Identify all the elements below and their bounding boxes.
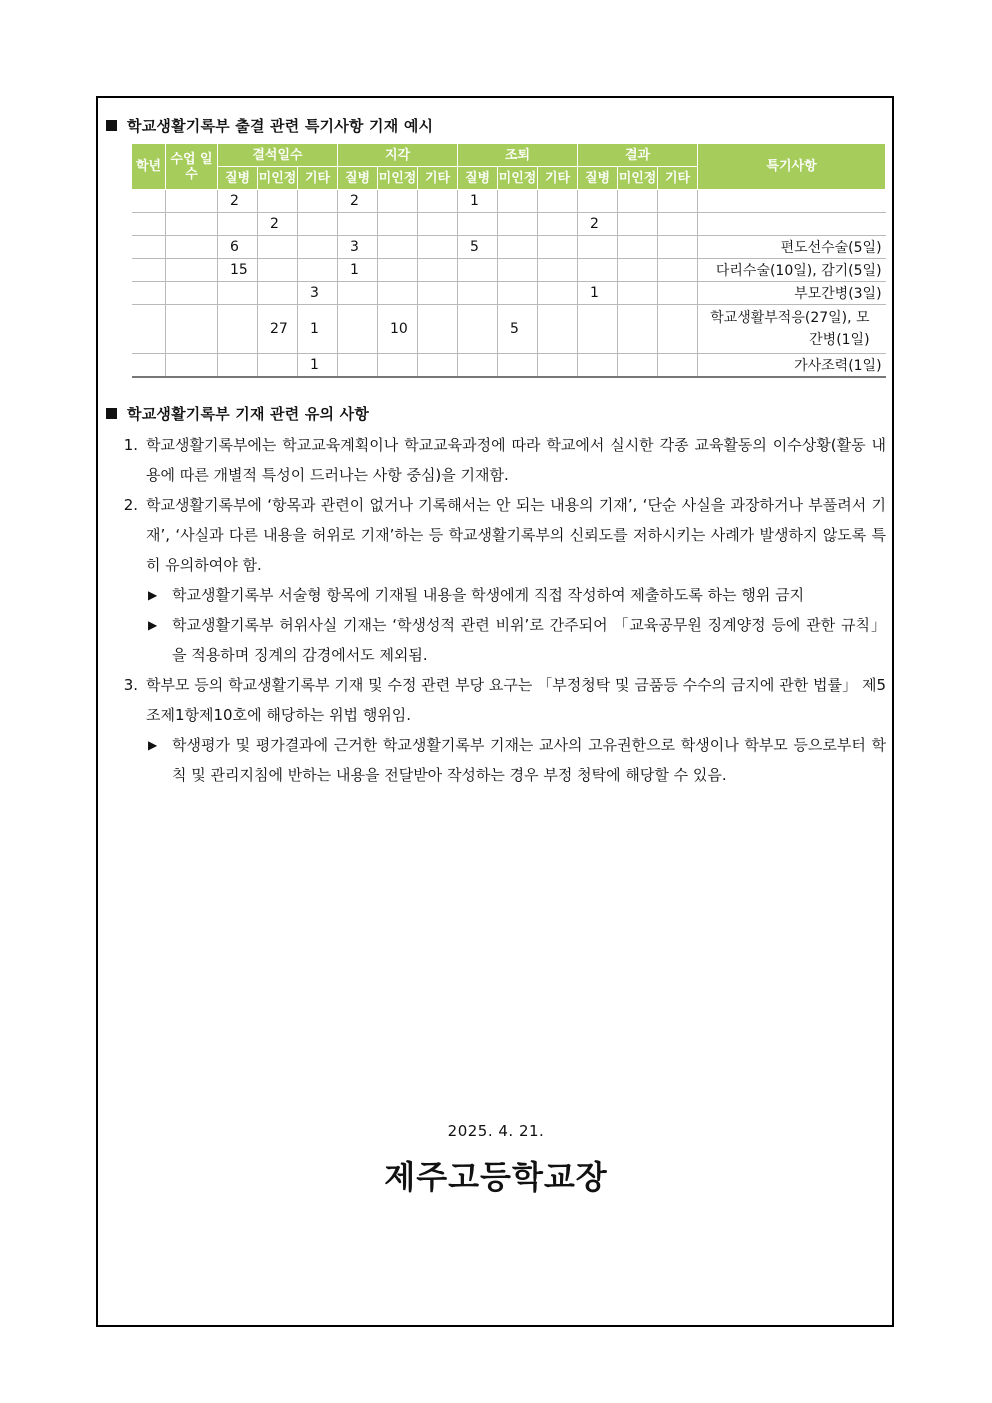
- table-row: [132, 354, 886, 378]
- table-cell: [378, 259, 418, 282]
- table-cell: [298, 259, 338, 282]
- table-cell: [218, 305, 258, 354]
- list-item: 2. 학교생활기록부에 ‘항목과 관련이 없거나 기록해서는 안 되는 내용의 기재’, ‘단순 사실을 과장하거나 부풀려서 기재’, ‘사실과 다른 내용을 허위로 기재’하는 등 학교생활기록부의 신뢰도를 저하시키는 사례가 발생하지 않도록 특히 유의하여야 함.: [123, 496, 886, 574]
- table-cell: 2: [578, 213, 618, 236]
- table-cell: [538, 190, 578, 213]
- table-cell: [618, 213, 658, 236]
- table-cell: [132, 354, 166, 378]
- header-special: 특기사항: [698, 144, 886, 190]
- table-cell: [538, 305, 578, 354]
- table-cell: [166, 354, 218, 378]
- table-cell: [618, 190, 658, 213]
- table-cell: [298, 213, 338, 236]
- table-cell: [498, 213, 538, 236]
- table-cell: [132, 213, 166, 236]
- list-item: 3. 학부모 등의 학교생활기록부 기재 및 수정 관련 부당 요구는 「부정청탁 및 금품등 수수의 금지에 관한 법률」 제5조제1항제10호에 해당하는 위법 행위임.: [123, 676, 886, 724]
- table-cell: [338, 305, 378, 354]
- subheader-unauth: 미인정: [498, 167, 538, 190]
- section-title-notes: 학교생활기록부 기재 관련 유의 사항: [106, 403, 369, 424]
- list-subitem: ▶ 학교생활기록부 허위사실 기재는 ‘학생성적 관련 비위’로 간주되어 「교육공무원 징계양정 등에 관한 규칙」을 적용하며 징계의 감경에서도 제외됨.: [148, 610, 886, 670]
- table-cell: [618, 354, 658, 378]
- table-cell: [458, 213, 498, 236]
- table-cell: [132, 190, 166, 213]
- table-cell: [458, 305, 498, 354]
- table-row: [132, 190, 886, 213]
- table-cell: [298, 236, 338, 259]
- table-cell: [258, 354, 298, 378]
- subheader-sick: 질병: [578, 167, 618, 190]
- subheader-unauth: 미인정: [618, 167, 658, 190]
- table-cell: [538, 236, 578, 259]
- table-cell: 6: [218, 236, 258, 259]
- subheader-other: 기타: [658, 167, 698, 190]
- header-skip: 결과: [578, 144, 698, 167]
- table-cell: [338, 282, 378, 305]
- table-cell: 3: [298, 282, 338, 305]
- table-cell: [166, 305, 218, 354]
- table-cell: 학교생활부적응(27일), 모간병(1일): [698, 305, 886, 354]
- header-grade: 학년: [132, 144, 166, 190]
- table-row: [132, 305, 886, 354]
- table-cell: [618, 305, 658, 354]
- table-cell: [166, 282, 218, 305]
- header-early: 조퇴: [458, 144, 578, 167]
- table-cell: 부모간병(3일): [698, 282, 886, 305]
- table-cell: 2: [218, 190, 258, 213]
- table-cell: [378, 213, 418, 236]
- subheader-other: 기타: [418, 167, 458, 190]
- table-cell: [498, 236, 538, 259]
- arrow-bullet-icon: ▶: [148, 618, 158, 632]
- table-cell: [418, 259, 458, 282]
- table-cell: [338, 213, 378, 236]
- table-cell: [618, 236, 658, 259]
- arrow-bullet-icon: ▶: [148, 588, 158, 602]
- table-cell: 1: [298, 354, 338, 378]
- table-cell: [258, 259, 298, 282]
- table-cell: 1: [338, 259, 378, 282]
- table-cell: [218, 282, 258, 305]
- table-cell: 편도선수술(5일): [698, 236, 886, 259]
- table-cell: 5: [498, 305, 538, 354]
- table-cell: [298, 190, 338, 213]
- table-cell: [458, 354, 498, 378]
- square-bullet-icon: [106, 120, 117, 131]
- table-cell: [418, 305, 458, 354]
- table-cell: [538, 213, 578, 236]
- table-cell: [618, 282, 658, 305]
- table-cell: [538, 282, 578, 305]
- table-row: [132, 259, 886, 282]
- subheader-sick: 질병: [458, 167, 498, 190]
- table-cell: [418, 190, 458, 213]
- table-row: [132, 282, 886, 305]
- table-cell: [578, 190, 618, 213]
- table-cell: 2: [258, 213, 298, 236]
- table-cell: 27: [258, 305, 298, 354]
- table-cell: 10: [378, 305, 418, 354]
- table-cell: [578, 305, 618, 354]
- table-cell: [698, 213, 886, 236]
- subheader-sick: 질병: [218, 167, 258, 190]
- school-principal-signature: 제주고등학교장: [384, 1158, 608, 1196]
- table-cell: [132, 259, 166, 282]
- table-cell: [418, 354, 458, 378]
- table-cell: [658, 236, 698, 259]
- document-date: 2025. 4. 21.: [447, 1122, 545, 1140]
- table-cell: [166, 213, 218, 236]
- table-cell: [658, 213, 698, 236]
- table-cell: [258, 282, 298, 305]
- list-subitem: ▶ 학생평가 및 평가결과에 근거한 학교생활기록부 기재는 교사의 고유권한으로 학생이나 학부모 등으로부터 학칙 및 관리지침에 반하는 내용을 전달받아 작성하는 경우 부정 청탁에 해당할 수 있음.: [148, 730, 886, 790]
- table-cell: [658, 305, 698, 354]
- table-cell: [698, 190, 886, 213]
- table-cell: [658, 282, 698, 305]
- list-subitem: ▶ 학교생활기록부 서술형 항목에 기재될 내용을 학생에게 직접 작성하여 제출하도록 하는 행위 금지: [148, 580, 886, 610]
- table-cell: 3: [338, 236, 378, 259]
- square-bullet-icon: [106, 408, 117, 419]
- table-cell: [258, 190, 298, 213]
- table-cell: 1: [298, 305, 338, 354]
- table-cell: [498, 282, 538, 305]
- subheader-other: 기타: [538, 167, 578, 190]
- table-cell: [218, 213, 258, 236]
- table-cell: [338, 354, 378, 378]
- table-cell: [418, 282, 458, 305]
- table-row: [132, 236, 886, 259]
- table-cell: 2: [338, 190, 378, 213]
- table-cell: [458, 282, 498, 305]
- table-cell: [418, 213, 458, 236]
- table-cell: [132, 236, 166, 259]
- list-item: 1. 학교생활기록부에는 학교교육계획이나 학교교육과정에 따라 학교에서 실시한 각종 교육활동의 이수상황(활동 내용에 따른 개별적 특성이 드러나는 사항 중심)을 기재함.: [123, 436, 886, 484]
- table-cell: 다리수술(10일), 감기(5일): [698, 259, 886, 282]
- table-cell: [132, 305, 166, 354]
- table-cell: [498, 354, 538, 378]
- table-cell: [258, 236, 298, 259]
- table-cell: [166, 259, 218, 282]
- table-cell: [658, 190, 698, 213]
- table-cell: 1: [458, 190, 498, 213]
- table-cell: [218, 354, 258, 378]
- table-cell: [166, 236, 218, 259]
- table-cell: [538, 259, 578, 282]
- header-late: 지각: [338, 144, 458, 167]
- arrow-bullet-icon: ▶: [148, 738, 158, 752]
- table-cell: 1: [578, 282, 618, 305]
- table-cell: [578, 259, 618, 282]
- header-days: 수업 일수: [166, 144, 218, 190]
- attendance-example-table: [131, 143, 886, 378]
- table-row: [132, 213, 886, 236]
- notes-list: [114, 430, 886, 790]
- table-cell: [378, 236, 418, 259]
- table-cell: [418, 236, 458, 259]
- subheader-sick: 질병: [338, 167, 378, 190]
- table-cell: [618, 259, 658, 282]
- header-absence: 결석일수: [218, 144, 338, 167]
- table-cell: [132, 282, 166, 305]
- table-cell: [658, 259, 698, 282]
- table-cell: [498, 259, 538, 282]
- table-cell: [378, 190, 418, 213]
- table-cell: [458, 259, 498, 282]
- section-title-attendance: 학교생활기록부 출결 관련 특기사항 기재 예시: [106, 115, 433, 136]
- subheader-other: 기타: [298, 167, 338, 190]
- table-cell: [538, 354, 578, 378]
- table-cell: [166, 190, 218, 213]
- table-cell: 15: [218, 259, 258, 282]
- table-cell: [498, 190, 538, 213]
- table-cell: [578, 354, 618, 378]
- table-cell: 가사조력(1일): [698, 354, 886, 378]
- table-cell: [378, 354, 418, 378]
- subheader-unauth: 미인정: [378, 167, 418, 190]
- subheader-unauth: 미인정: [258, 167, 298, 190]
- table-cell: [658, 354, 698, 378]
- table-cell: [378, 282, 418, 305]
- table-cell: 5: [458, 236, 498, 259]
- table-cell: [578, 236, 618, 259]
